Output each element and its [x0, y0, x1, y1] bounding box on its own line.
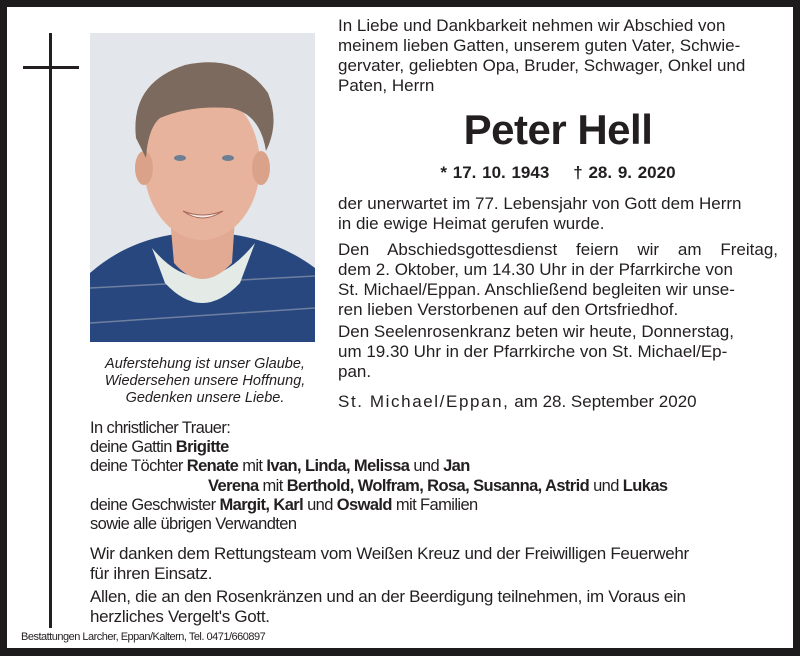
death-date: † 28. 9. 2020 [573, 163, 676, 182]
cross-icon-horizontal [23, 66, 79, 69]
text-line: Wir danken dem Rettungsteam vom Weißen Kreuz und der Freiwilligen Feuerwehr [90, 544, 689, 563]
date: am 28. September 2020 [514, 392, 697, 411]
birth-date: * 17. 10. 1943 [440, 163, 550, 182]
intro-line: meinem lieben Gatten, unserem guten Vater, Schwie- [338, 36, 741, 55]
mourner-name: Oswald [336, 495, 392, 514]
portrait-photo [90, 33, 315, 342]
text-line: St. Michael/Eppan. Anschließend begleiten wir unse- [338, 280, 735, 299]
mourner-names: Ivan, Linda, Melissa [266, 457, 410, 476]
mourner-row-wife [90, 438, 667, 457]
life-dates [338, 163, 778, 183]
text-line: der unerwartet im 77. Lebensjahr von Gott dem Herrn [338, 194, 742, 213]
mourner-name: Verena [208, 476, 259, 495]
mourner-name: Brigitte [175, 438, 229, 457]
mourner-row-daughter-1 [90, 457, 667, 476]
mourner-name: Lukas [622, 476, 668, 495]
connector: und [593, 476, 619, 495]
relation-label: deine Geschwister [90, 495, 216, 514]
intro-line: Paten, Herrn [338, 76, 435, 95]
death-paragraph [338, 194, 778, 234]
motto-line: Auferstehung ist unser Glaube, [105, 356, 305, 372]
mourner-name: Jan [443, 457, 470, 476]
mourners-list [90, 419, 667, 534]
deceased-name: Peter Hell [463, 106, 653, 153]
motto-line: Wiedersehen unsere Hoffnung, [104, 373, 306, 389]
relation-label: deine Gattin [90, 438, 172, 457]
portrait-illustration [90, 33, 315, 342]
connector: und [413, 457, 440, 476]
connector: mit [262, 476, 283, 495]
mourners-heading: In christlicher Trauer: [90, 419, 231, 437]
text-line: herzliches Vergelt's Gott. [90, 606, 270, 626]
text-line: Allen, die an den Rosenkränzen und an der Beerdigung teilnehmen, im Voraus ein [90, 587, 686, 606]
intro-text [338, 16, 778, 96]
mourner-row-others: sowie alle übrigen Verwandten [90, 515, 297, 534]
funeral-home-credit: Bestattungen Larcher, Eppan/Kaltern, Tel. 0471/660897 [21, 631, 266, 643]
connector: und [307, 495, 333, 514]
text-line: für ihren Einsatz. [90, 563, 213, 583]
thanks-attendees [90, 587, 780, 626]
text-line: pan. [338, 362, 372, 381]
thanks-rescue [90, 544, 780, 583]
mourner-name: Renate [186, 457, 239, 476]
rosary-paragraph [338, 322, 778, 382]
text-line: ren lieben Verstorbenen auf den Ortsfriedhof. [338, 300, 679, 319]
mourner-row-daughter-2 [90, 477, 667, 496]
text-line: in die ewige Heimat gerufen wurde. [338, 214, 605, 233]
intro-line: In Liebe und Dankbarkeit nehmen wir Abschied von [338, 16, 726, 35]
motto-quote [80, 356, 330, 407]
funeral-paragraph [338, 240, 778, 320]
text-line: Den Abschiedsgottesdienst feiern wir am Freitag, [338, 240, 778, 259]
relation-suffix: mit Familien [395, 495, 478, 514]
cross-icon-vertical [49, 33, 52, 628]
mourner-row-siblings [90, 496, 667, 515]
relation-label: deine Töchter [90, 457, 183, 476]
mourner-names: Margit, Karl [219, 495, 304, 514]
text-line: Den Seelenrosenkranz beten wir heute, Donnerstag, [338, 322, 734, 341]
connector: mit [242, 457, 263, 476]
place: St. Michael/Eppan, [338, 392, 510, 411]
text-line: um 19.30 Uhr in der Pfarrkirche von St. Michael/Ep- [338, 342, 728, 361]
place-and-date [338, 392, 697, 412]
mourner-names: Berthold, Wolfram, Rosa, Susanna, Astrid [286, 476, 590, 495]
motto-line: Gedenken unsere Liebe. [125, 390, 285, 406]
intro-line: gervater, geliebten Opa, Bruder, Schwager, Onkel und [338, 56, 746, 75]
text-line: dem 2. Oktober, um 14.30 Uhr in der Pfarrkirche von [338, 260, 733, 279]
